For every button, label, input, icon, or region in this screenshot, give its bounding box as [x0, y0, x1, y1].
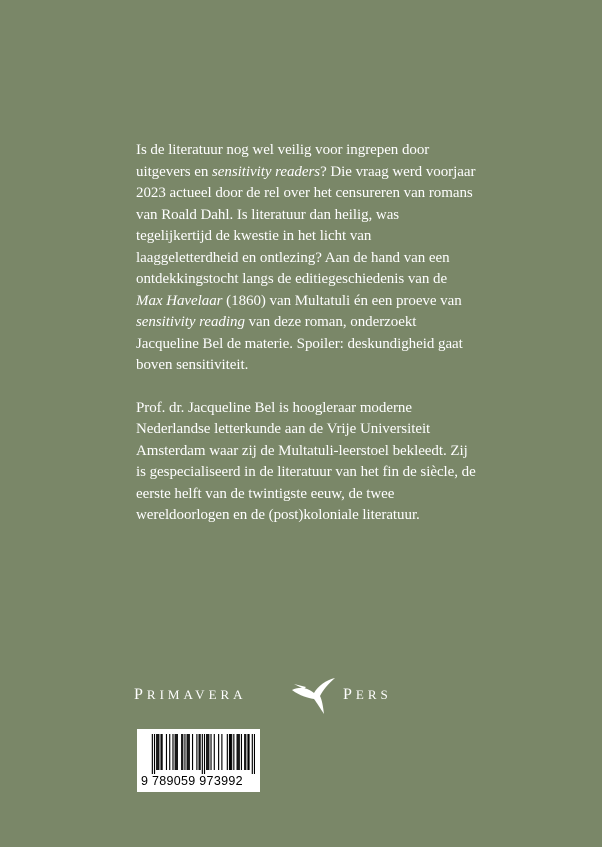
barcode-bar	[227, 734, 228, 770]
barcode-bar	[238, 734, 239, 770]
barcode-bar	[239, 734, 240, 770]
text-run: van deze roman, onderzoekt Jacqueline Bel de materie. Spoiler: deskundigheid gaat boven sensitiviteit.	[136, 314, 463, 373]
barcode-bar	[231, 734, 232, 770]
barcode-bar	[181, 734, 182, 770]
barcode-bar	[166, 734, 167, 770]
blurb-text	[136, 140, 476, 527]
barcode-bar	[214, 734, 215, 770]
barcode-bar	[175, 734, 176, 770]
barcode-bar	[204, 734, 205, 774]
barcode-bar	[245, 734, 246, 770]
publisher-name-right: PERS	[343, 686, 392, 703]
barcode-bar	[229, 734, 230, 770]
barcode-bars	[142, 734, 255, 774]
barcode-bar	[189, 734, 190, 770]
swallow-icon	[290, 676, 336, 716]
barcode-bar	[230, 734, 231, 770]
text-run: Is de literatuur nog wel veilig voor ingrepen door uitgevers en	[136, 142, 430, 180]
barcode-bar	[184, 734, 185, 770]
barcode-bar	[158, 734, 159, 770]
barcode-bar	[152, 734, 153, 774]
barcode-bar	[192, 734, 193, 770]
barcode-bar	[188, 734, 189, 770]
barcode-bar	[218, 734, 219, 770]
barcode-bar	[221, 734, 222, 770]
barcode-bar	[210, 734, 211, 770]
text-run: (1860) van Multatuli én een proeve van	[222, 292, 462, 309]
barcode-bar	[157, 734, 158, 770]
barcode-bar	[162, 734, 163, 770]
italic-phrase: Max Havelaar	[136, 292, 223, 309]
isbn-barcode	[137, 729, 260, 792]
barcode-bar	[233, 734, 234, 770]
barcode-bar	[248, 734, 249, 770]
barcode-bar	[176, 734, 177, 770]
barcode-bar	[254, 734, 255, 774]
barcode-bar	[237, 734, 238, 770]
barcode-bar	[208, 734, 209, 770]
barcode-bar	[202, 734, 203, 774]
blurb-paragraph-bio: Prof. dr. Jacqueline Bel is hoogleraar moderne Nederlandse letterkunde aan de Vrije Universiteit Amsterdam waar zij de Multatuli-leerstoel bekleedt. Zij is gespecialiseerd in de literatuur van het fin de siècle, de eerste helft van de twintigste eeuw, de twee wereldoorlogen en de (post)koloniale literatuur.	[136, 399, 476, 523]
text-run: ? Die vraag werd voorjaar 2023 actueel door de rel over het censureren van romans van Roald Dahl. Is literatuur dan heilig, was tegelijkertijd de kwestie in het licht van laaggeletterdheid en ontlezing? Aan de hand van een ontdekkingstocht langs de editiegeschiedenis van de	[136, 163, 476, 287]
publisher-name-left: PRIMAVERA	[134, 686, 247, 703]
barcode-bar	[169, 734, 170, 770]
barcode-bar	[199, 734, 200, 770]
italic-phrase: sensitivity readers	[212, 163, 321, 180]
barcode-bar	[160, 734, 161, 770]
barcode-bar	[187, 734, 188, 770]
barcode-bar	[154, 734, 155, 774]
barcode-bar	[252, 734, 253, 774]
italic-phrase: sensitivity reading	[136, 314, 245, 330]
barcode-bar	[177, 734, 178, 770]
barcode-bar	[196, 734, 197, 770]
barcode-bar	[206, 734, 207, 770]
barcode-bar	[200, 734, 201, 770]
barcode-bar	[207, 734, 208, 770]
barcode-bar	[182, 734, 183, 770]
publisher-logo	[134, 676, 434, 716]
barcode-bar	[156, 734, 157, 770]
blurb-paragraph-intro	[136, 140, 476, 377]
barcode-bar	[244, 734, 245, 770]
barcode-bar	[247, 734, 248, 770]
barcode-bar	[241, 734, 242, 770]
isbn-number: 9 789059 973992	[141, 774, 243, 788]
barcode-bar	[172, 734, 173, 770]
